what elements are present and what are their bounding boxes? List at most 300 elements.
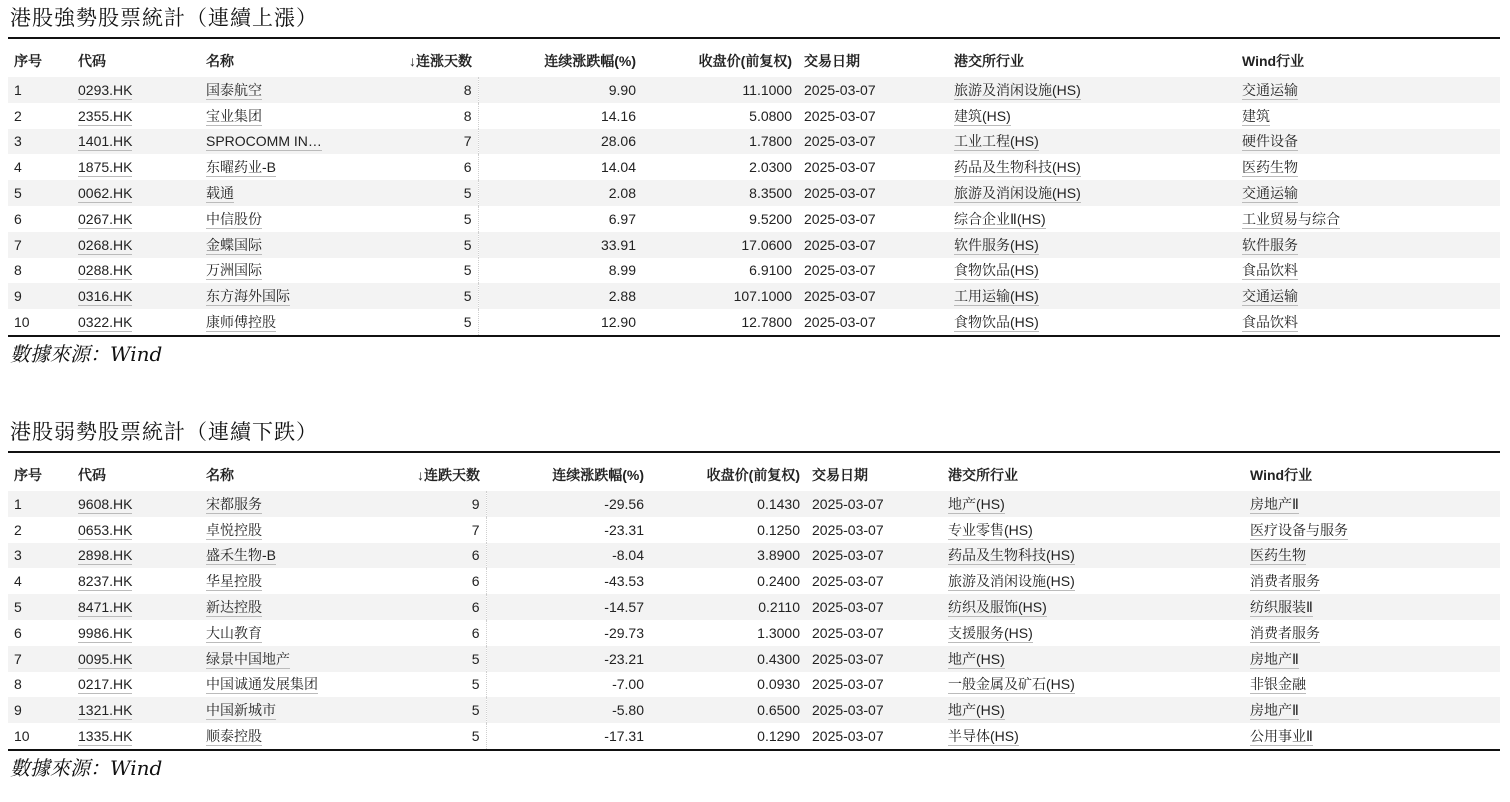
cell-hkex-industry bbox=[948, 103, 1236, 129]
wind-industry-link[interactable]: 软件服务 bbox=[1242, 236, 1298, 253]
cell-days: 5 bbox=[340, 232, 478, 258]
cell-days: 8 bbox=[340, 77, 478, 103]
table-row bbox=[8, 594, 1500, 620]
cell-name bbox=[200, 594, 340, 620]
cell-close-price: 11.1000 bbox=[742, 81, 792, 98]
hkex-industry-link[interactable]: 综合企业Ⅱ(HS) bbox=[954, 210, 1046, 227]
cell-name bbox=[200, 646, 340, 672]
cell-wind-industry bbox=[1244, 517, 1500, 543]
cell-trade-date: 2025-03-07 bbox=[804, 288, 876, 305]
cell-days: 7 bbox=[340, 129, 478, 155]
cell-hkex-industry bbox=[942, 491, 1244, 517]
cell-name bbox=[200, 697, 340, 723]
name-link[interactable]: 宝业集团 bbox=[206, 107, 262, 124]
code-link[interactable]: 1875.HK bbox=[78, 159, 133, 176]
name-link[interactable]: SPROCOMM IN… bbox=[206, 133, 322, 150]
cell-change-pct: -17.31 bbox=[604, 728, 644, 745]
cell-days: 6 bbox=[340, 543, 486, 569]
cell-wind-industry bbox=[1236, 77, 1500, 103]
cell-wind-industry bbox=[1236, 103, 1500, 129]
name-link[interactable]: 国泰航空 bbox=[206, 81, 262, 98]
cell-close-price: 0.4300 bbox=[757, 650, 800, 667]
wind-industry-link[interactable]: 交通运输 bbox=[1242, 81, 1298, 98]
code-link[interactable]: 0293.HK bbox=[78, 81, 133, 98]
cell-trade-date: 2025-03-07 bbox=[804, 159, 876, 176]
wind-industry-link[interactable]: 房地产Ⅱ bbox=[1250, 495, 1299, 512]
cell-seq: 9 bbox=[14, 702, 22, 719]
cell-name bbox=[200, 129, 340, 155]
header-hkex-industry: 港交所行业 bbox=[948, 467, 1018, 483]
table-row bbox=[8, 568, 1500, 594]
cell-name bbox=[200, 517, 340, 543]
cell-seq: 1 bbox=[14, 81, 22, 98]
name-link[interactable]: 华星控股 bbox=[206, 573, 262, 590]
cell-seq: 10 bbox=[14, 314, 30, 331]
header-close-price: 收盘价(前复权) bbox=[698, 53, 792, 69]
cell-change-pct: 9.90 bbox=[608, 81, 636, 98]
cell-seq: 3 bbox=[14, 547, 22, 564]
cell-hkex-industry bbox=[948, 309, 1236, 335]
hkex-industry-link[interactable]: 支援服务(HS) bbox=[948, 624, 1033, 641]
code-link[interactable]: 8471.HK bbox=[78, 599, 133, 616]
header-name: 名称 bbox=[206, 53, 234, 69]
cell-wind-industry bbox=[1236, 206, 1500, 232]
wind-industry-link[interactable]: 医疗设备与服务 bbox=[1250, 521, 1348, 538]
header-days[interactable]: ↓连涨天数 bbox=[409, 53, 472, 69]
cell-close-price: 3.8900 bbox=[757, 547, 800, 564]
hkex-industry-link[interactable]: 软件服务(HS) bbox=[954, 236, 1039, 253]
cell-change-pct: 2.88 bbox=[608, 288, 636, 305]
weak-section-title: 港股弱勢股票統計（連續下跌） bbox=[10, 420, 318, 444]
cell-seq: 5 bbox=[14, 185, 22, 202]
cell-code bbox=[72, 309, 200, 335]
hkex-industry-link[interactable]: 食物饮品(HS) bbox=[954, 314, 1039, 331]
cell-wind-industry bbox=[1244, 568, 1500, 594]
cell-days: 5 bbox=[340, 723, 486, 749]
cell-trade-date: 2025-03-07 bbox=[812, 728, 884, 745]
hkex-industry-link[interactable]: 食物饮品(HS) bbox=[954, 262, 1039, 279]
hkex-industry-link[interactable]: 半导体(HS) bbox=[948, 728, 1019, 745]
weak-stocks-section bbox=[8, 414, 1500, 785]
cell-change-pct: 8.99 bbox=[608, 262, 636, 279]
table-row bbox=[8, 283, 1500, 309]
code-link[interactable]: 8237.HK bbox=[78, 573, 133, 590]
cell-hkex-industry bbox=[948, 258, 1236, 284]
cell-wind-industry bbox=[1244, 491, 1500, 517]
cell-trade-date: 2025-03-07 bbox=[812, 650, 884, 667]
cell-trade-date: 2025-03-07 bbox=[804, 81, 876, 98]
cell-seq: 2 bbox=[14, 107, 22, 124]
header-name: 名称 bbox=[206, 467, 234, 483]
name-link[interactable]: 金蝶国际 bbox=[206, 236, 262, 253]
cell-change-pct: 14.04 bbox=[600, 159, 636, 176]
wind-industry-link[interactable]: 食品饮料 bbox=[1242, 314, 1298, 331]
name-link[interactable]: 东方海外国际 bbox=[206, 288, 290, 305]
cell-name bbox=[200, 568, 340, 594]
cell-change-pct: 6.97 bbox=[608, 210, 636, 227]
cell-trade-date: 2025-03-07 bbox=[804, 210, 876, 227]
cell-change-pct: -7.00 bbox=[612, 676, 644, 693]
table-header-row bbox=[8, 39, 1500, 77]
cell-days: 5 bbox=[340, 646, 486, 672]
cell-change-pct: -29.56 bbox=[604, 495, 644, 512]
wind-industry-link[interactable]: 交通运输 bbox=[1242, 288, 1298, 305]
cell-name bbox=[200, 180, 340, 206]
strong-stocks-section bbox=[8, 0, 1500, 371]
hkex-industry-link[interactable]: 工用运输(HS) bbox=[954, 288, 1039, 305]
table-row bbox=[8, 646, 1500, 672]
table-header-row bbox=[8, 453, 1500, 491]
cell-close-price: 0.2400 bbox=[757, 573, 800, 590]
cell-wind-industry bbox=[1236, 232, 1500, 258]
hkex-industry-link[interactable]: 旅游及消闲设施(HS) bbox=[954, 185, 1081, 202]
name-link[interactable]: 中国新城市 bbox=[206, 702, 276, 719]
cell-wind-industry bbox=[1236, 309, 1500, 335]
hkex-industry-link[interactable]: 地产(HS) bbox=[948, 702, 1005, 719]
cell-days: 5 bbox=[340, 206, 478, 232]
table-row bbox=[8, 543, 1500, 569]
name-link[interactable]: 盛禾生物-B bbox=[206, 547, 276, 564]
name-link[interactable]: 东曜药业-B bbox=[206, 159, 276, 176]
wind-industry-link[interactable]: 硬件设备 bbox=[1242, 133, 1298, 150]
cell-close-price: 107.1000 bbox=[733, 288, 792, 305]
cell-name bbox=[200, 206, 340, 232]
table-row bbox=[8, 309, 1500, 335]
cell-close-price: 0.1250 bbox=[757, 521, 800, 538]
header-seq: 序号 bbox=[14, 53, 42, 69]
table-row bbox=[8, 77, 1500, 103]
table-row bbox=[8, 180, 1500, 206]
hkex-industry-link[interactable]: 工业工程(HS) bbox=[954, 133, 1039, 150]
cell-seq: 6 bbox=[14, 624, 22, 641]
cell-hkex-industry bbox=[948, 232, 1236, 258]
strong-source-note: 數據來源：Wind bbox=[10, 341, 163, 366]
cell-code bbox=[72, 283, 200, 309]
cell-hkex-industry bbox=[942, 594, 1244, 620]
table-row bbox=[8, 697, 1500, 723]
cell-wind-industry bbox=[1236, 258, 1500, 284]
cell-seq: 3 bbox=[14, 133, 22, 150]
cell-hkex-industry bbox=[942, 723, 1244, 749]
table-row bbox=[8, 258, 1500, 284]
cell-code bbox=[72, 491, 200, 517]
code-link[interactable]: 2898.HK bbox=[78, 547, 133, 564]
cell-change-pct: -23.21 bbox=[604, 650, 644, 667]
cell-trade-date: 2025-03-07 bbox=[812, 624, 884, 641]
cell-code bbox=[72, 77, 200, 103]
cell-trade-date: 2025-03-07 bbox=[812, 573, 884, 590]
wind-industry-link[interactable]: 医药生物 bbox=[1250, 547, 1306, 564]
cell-hkex-industry bbox=[942, 646, 1244, 672]
cell-change-pct: -8.04 bbox=[612, 547, 644, 564]
cell-close-price: 2.0300 bbox=[749, 159, 792, 176]
hkex-industry-link[interactable]: 专业零售(HS) bbox=[948, 521, 1033, 538]
cell-trade-date: 2025-03-07 bbox=[812, 702, 884, 719]
cell-trade-date: 2025-03-07 bbox=[812, 495, 884, 512]
table-row bbox=[8, 723, 1500, 749]
cell-close-price: 0.2110 bbox=[758, 599, 800, 616]
cell-seq: 10 bbox=[14, 728, 30, 745]
header-wind-industry: Wind行业 bbox=[1242, 53, 1305, 69]
header-trade-date: 交易日期 bbox=[804, 53, 860, 69]
cell-wind-industry bbox=[1244, 594, 1500, 620]
cell-hkex-industry bbox=[948, 180, 1236, 206]
cell-code bbox=[72, 646, 200, 672]
cell-change-pct: 33.91 bbox=[600, 236, 636, 253]
hkex-industry-link[interactable]: 建筑(HS) bbox=[954, 107, 1011, 124]
name-link[interactable]: 载通 bbox=[206, 185, 234, 202]
cell-days: 9 bbox=[340, 491, 486, 517]
cell-wind-industry bbox=[1236, 283, 1500, 309]
table-row bbox=[8, 103, 1500, 129]
cell-close-price: 9.5200 bbox=[749, 210, 792, 227]
cell-code bbox=[72, 103, 200, 129]
cell-days: 5 bbox=[340, 309, 478, 335]
header-code: 代码 bbox=[78, 467, 106, 483]
table-body bbox=[8, 77, 1500, 335]
hkex-industry-link[interactable]: 一般金属及矿石(HS) bbox=[948, 676, 1075, 693]
cell-hkex-industry bbox=[948, 77, 1236, 103]
code-link[interactable]: 1335.HK bbox=[78, 728, 133, 745]
name-link[interactable]: 新达控股 bbox=[206, 599, 262, 616]
header-change-pct: 连续涨跌幅(%) bbox=[544, 53, 636, 69]
cell-close-price: 0.1430 bbox=[757, 495, 800, 512]
code-link[interactable]: 0268.HK bbox=[78, 236, 133, 253]
cell-code bbox=[72, 258, 200, 284]
name-link[interactable]: 中国诚通发展集团 bbox=[206, 676, 318, 693]
wind-industry-link[interactable]: 消费者服务 bbox=[1250, 573, 1320, 590]
cell-change-pct: -43.53 bbox=[604, 573, 644, 590]
cell-change-pct: -5.80 bbox=[612, 702, 644, 719]
cell-trade-date: 2025-03-07 bbox=[804, 314, 876, 331]
code-link[interactable]: 0267.HK bbox=[78, 210, 133, 227]
cell-wind-industry bbox=[1236, 129, 1500, 155]
header-seq: 序号 bbox=[14, 467, 42, 483]
name-link[interactable]: 康师傅控股 bbox=[206, 314, 276, 331]
cell-code bbox=[72, 232, 200, 258]
cell-trade-date: 2025-03-07 bbox=[804, 107, 876, 124]
header-code: 代码 bbox=[78, 53, 106, 69]
cell-wind-industry bbox=[1244, 646, 1500, 672]
cell-code bbox=[72, 517, 200, 543]
cell-hkex-industry bbox=[948, 283, 1236, 309]
wind-industry-link[interactable]: 房地产Ⅱ bbox=[1250, 650, 1299, 667]
hkex-industry-link[interactable]: 药品及生物科技(HS) bbox=[948, 547, 1075, 564]
table-row bbox=[8, 672, 1500, 698]
name-link[interactable]: 大山教育 bbox=[206, 624, 262, 641]
cell-seq: 8 bbox=[14, 262, 22, 279]
cell-change-pct: -14.57 bbox=[604, 599, 644, 616]
cell-code bbox=[72, 594, 200, 620]
wind-industry-link[interactable]: 消费者服务 bbox=[1250, 624, 1320, 641]
cell-days: 5 bbox=[340, 258, 478, 284]
code-link[interactable]: 0095.HK bbox=[78, 650, 133, 667]
cell-code bbox=[72, 543, 200, 569]
cell-close-price: 17.0600 bbox=[741, 236, 792, 253]
weak-stocks-table bbox=[8, 453, 1501, 749]
cell-days: 6 bbox=[340, 620, 486, 646]
cell-seq: 9 bbox=[14, 288, 22, 305]
cell-seq: 4 bbox=[14, 159, 22, 176]
cell-seq: 8 bbox=[14, 676, 22, 693]
cell-trade-date: 2025-03-07 bbox=[812, 599, 884, 616]
code-link[interactable]: 9608.HK bbox=[78, 495, 133, 512]
wind-industry-link[interactable]: 工业贸易与综合 bbox=[1242, 210, 1340, 227]
wind-industry-link[interactable]: 房地产Ⅱ bbox=[1250, 702, 1299, 719]
cell-trade-date: 2025-03-07 bbox=[804, 185, 876, 202]
code-link[interactable]: 0217.HK bbox=[78, 676, 133, 693]
cell-hkex-industry bbox=[942, 543, 1244, 569]
cell-hkex-industry bbox=[948, 129, 1236, 155]
cell-code bbox=[72, 723, 200, 749]
cell-hkex-industry bbox=[942, 517, 1244, 543]
cell-days: 5 bbox=[340, 697, 486, 723]
cell-code bbox=[72, 180, 200, 206]
cell-change-pct: -23.31 bbox=[604, 521, 644, 538]
wind-industry-link[interactable]: 医药生物 bbox=[1242, 159, 1298, 176]
cell-code bbox=[72, 129, 200, 155]
weak-source-note: 數據來源：Wind bbox=[10, 755, 163, 780]
name-link[interactable]: 中信股份 bbox=[206, 210, 262, 227]
wind-industry-link[interactable]: 食品饮料 bbox=[1242, 262, 1298, 279]
header-wind-industry: Wind行业 bbox=[1250, 467, 1313, 483]
wind-industry-link[interactable]: 建筑 bbox=[1242, 107, 1270, 124]
cell-wind-industry bbox=[1244, 620, 1500, 646]
cell-days: 5 bbox=[340, 283, 478, 309]
cell-code bbox=[72, 672, 200, 698]
cell-days: 5 bbox=[340, 180, 478, 206]
name-link[interactable]: 顺泰控股 bbox=[206, 728, 262, 745]
header-change-pct: 连续涨跌幅(%) bbox=[552, 467, 644, 483]
cell-seq: 6 bbox=[14, 210, 22, 227]
cell-seq: 4 bbox=[14, 573, 22, 590]
cell-wind-industry bbox=[1244, 672, 1500, 698]
name-link[interactable]: 绿景中国地产 bbox=[206, 650, 290, 667]
cell-name bbox=[200, 723, 340, 749]
cell-change-pct: 14.16 bbox=[600, 107, 636, 124]
cell-seq: 2 bbox=[14, 521, 22, 538]
name-link[interactable]: 卓悦控股 bbox=[206, 521, 262, 538]
hkex-industry-link[interactable]: 旅游及消闲设施(HS) bbox=[954, 81, 1081, 98]
code-link[interactable]: 9986.HK bbox=[78, 624, 133, 641]
hkex-industry-link[interactable]: 地产(HS) bbox=[948, 650, 1005, 667]
cell-close-price: 1.7800 bbox=[749, 133, 792, 150]
cell-code bbox=[72, 620, 200, 646]
name-link[interactable]: 宋都服务 bbox=[206, 495, 262, 512]
header-hkex-industry: 港交所行业 bbox=[954, 53, 1024, 69]
wind-industry-link[interactable]: 交通运输 bbox=[1242, 185, 1298, 202]
cell-name bbox=[200, 103, 340, 129]
cell-hkex-industry bbox=[942, 568, 1244, 594]
code-link[interactable]: 1321.HK bbox=[78, 702, 133, 719]
cell-name bbox=[200, 258, 340, 284]
cell-code bbox=[72, 154, 200, 180]
hkex-industry-link[interactable]: 药品及生物科技(HS) bbox=[954, 159, 1081, 176]
cell-hkex-industry bbox=[942, 697, 1244, 723]
cell-close-price: 1.3000 bbox=[757, 624, 800, 641]
code-link[interactable]: 0288.HK bbox=[78, 262, 133, 279]
code-link[interactable]: 0653.HK bbox=[78, 521, 133, 538]
cell-name bbox=[200, 620, 340, 646]
header-days[interactable]: ↓连跌天数 bbox=[417, 467, 480, 483]
cell-days: 6 bbox=[340, 594, 486, 620]
cell-hkex-industry bbox=[942, 620, 1244, 646]
table-row bbox=[8, 154, 1500, 180]
wind-industry-link[interactable]: 非银金融 bbox=[1250, 676, 1306, 693]
strong-section-title: 港股強勢股票統計（連續上漲） bbox=[10, 6, 318, 30]
cell-name bbox=[200, 154, 340, 180]
cell-name bbox=[200, 232, 340, 258]
cell-name bbox=[200, 491, 340, 517]
cell-change-pct: 2.08 bbox=[608, 185, 636, 202]
cell-change-pct: 28.06 bbox=[600, 133, 636, 150]
cell-change-pct: -29.73 bbox=[604, 624, 644, 641]
cell-close-price: 0.0930 bbox=[757, 676, 800, 693]
cell-days: 6 bbox=[340, 568, 486, 594]
cell-days: 6 bbox=[340, 154, 478, 180]
code-link[interactable]: 0062.HK bbox=[78, 185, 133, 202]
cell-name bbox=[200, 543, 340, 569]
cell-trade-date: 2025-03-07 bbox=[804, 262, 876, 279]
cell-close-price: 8.3500 bbox=[749, 185, 792, 202]
cell-wind-industry bbox=[1244, 543, 1500, 569]
cell-close-price: 0.1290 bbox=[757, 728, 800, 745]
code-link[interactable]: 0322.HK bbox=[78, 314, 133, 331]
cell-days: 8 bbox=[340, 103, 478, 129]
cell-trade-date: 2025-03-07 bbox=[804, 236, 876, 253]
cell-seq: 1 bbox=[14, 495, 22, 512]
cell-days: 7 bbox=[340, 517, 486, 543]
cell-wind-industry bbox=[1236, 180, 1500, 206]
cell-wind-industry bbox=[1244, 697, 1500, 723]
cell-seq: 5 bbox=[14, 599, 22, 616]
code-link[interactable]: 0316.HK bbox=[78, 288, 133, 305]
cell-code bbox=[72, 568, 200, 594]
hkex-industry-link[interactable]: 旅游及消闲设施(HS) bbox=[948, 573, 1075, 590]
code-link[interactable]: 1401.HK bbox=[78, 133, 133, 150]
hkex-industry-link[interactable]: 纺织及服饰(HS) bbox=[948, 599, 1047, 616]
cell-close-price: 5.0800 bbox=[749, 107, 792, 124]
cell-code bbox=[72, 697, 200, 723]
table-body bbox=[8, 491, 1500, 749]
cell-hkex-industry bbox=[948, 206, 1236, 232]
cell-hkex-industry bbox=[948, 154, 1236, 180]
wind-industry-link[interactable]: 公用事业Ⅱ bbox=[1250, 728, 1313, 745]
table-row bbox=[8, 232, 1500, 258]
table-row bbox=[8, 129, 1500, 155]
header-trade-date: 交易日期 bbox=[812, 467, 868, 483]
cell-name bbox=[200, 309, 340, 335]
header-close-price: 收盘价(前复权) bbox=[706, 467, 800, 483]
cell-wind-industry bbox=[1244, 723, 1500, 749]
name-link[interactable]: 万洲国际 bbox=[206, 262, 262, 279]
cell-hkex-industry bbox=[942, 672, 1244, 698]
code-link[interactable]: 2355.HK bbox=[78, 107, 133, 124]
wind-industry-link[interactable]: 纺织服装Ⅱ bbox=[1250, 599, 1313, 616]
cell-close-price: 6.9100 bbox=[749, 262, 792, 279]
cell-trade-date: 2025-03-07 bbox=[812, 521, 884, 538]
cell-trade-date: 2025-03-07 bbox=[812, 676, 884, 693]
hkex-industry-link[interactable]: 地产(HS) bbox=[948, 495, 1005, 512]
cell-trade-date: 2025-03-07 bbox=[804, 133, 876, 150]
cell-name bbox=[200, 283, 340, 309]
cell-code bbox=[72, 206, 200, 232]
table-row bbox=[8, 517, 1500, 543]
table-row bbox=[8, 206, 1500, 232]
table-row bbox=[8, 491, 1500, 517]
cell-close-price: 0.6500 bbox=[757, 702, 800, 719]
cell-name bbox=[200, 672, 340, 698]
